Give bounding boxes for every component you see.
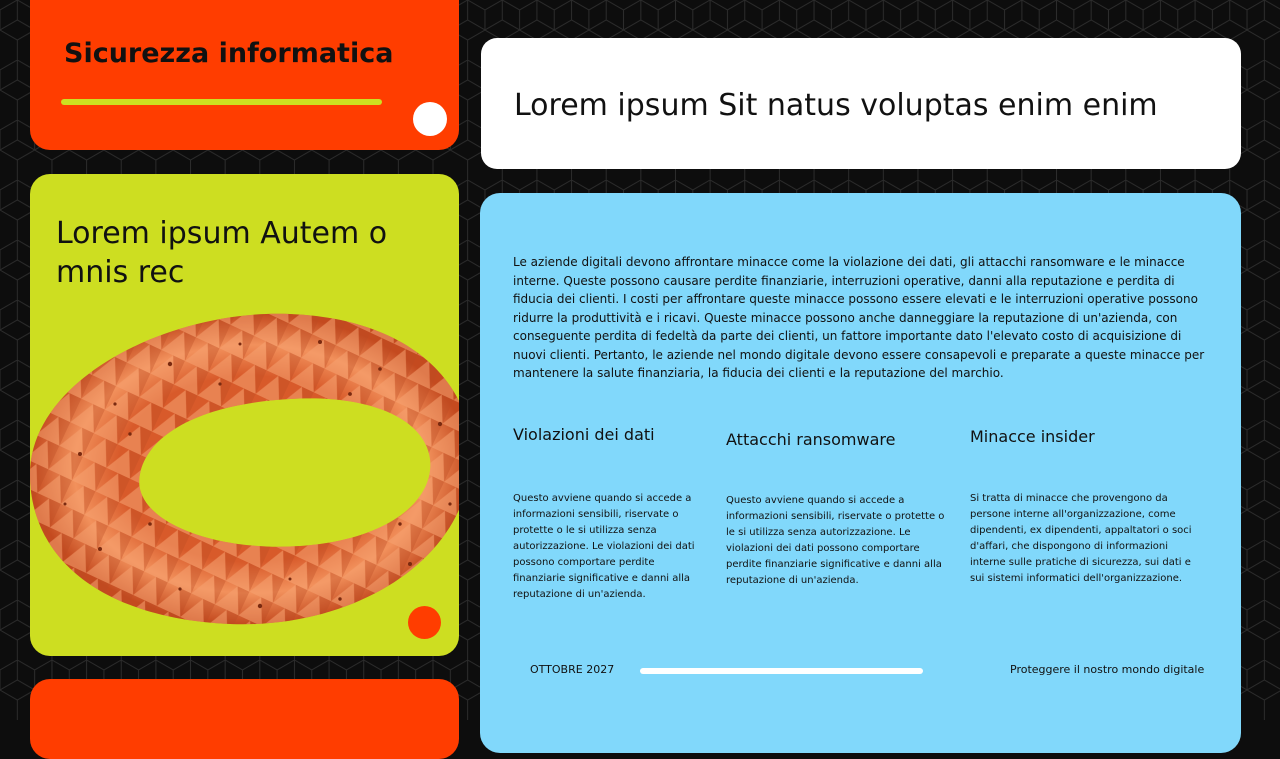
footer-divider bbox=[640, 668, 923, 674]
brand-underline bbox=[61, 99, 382, 105]
headline: Lorem ipsum Sit natus voluptas enim enim bbox=[514, 88, 1158, 123]
intro-paragraph: Le aziende digitali devono affrontare minacce come la violazione dei dati, gli attacchi ransomware e le minacce interne. Queste possono causare perdite finanziarie, interruzioni operative, danni alla reputazione e perdita di fiducia dei clienti. I costi per affrontare queste minacce possono essere elevati e le interruzioni operative possono ridurre la produttività e i ricavi. Queste minacce possono anche danneggiare la reputazione di un'azienda, con conseguente perdita di fedeltà da parte dei clienti, un fattore importante dato l'elevato costo di acquisizione di nuovi clienti. Pertanto, le aziende nel mondo digitale devono essere consapevoli e preparate a queste minacce per mantenere la salute finanziaria, la fiducia dei clienti e la reputazione del marchio. bbox=[513, 255, 1205, 380]
feature-dot bbox=[408, 606, 441, 639]
column-title-insider: Minacce insider bbox=[970, 427, 1095, 446]
torus-illustration bbox=[30, 284, 459, 644]
feature-title: Lorem ipsum Autem o mnis rec bbox=[56, 216, 388, 290]
brand-card bbox=[30, 0, 459, 150]
column-title-data-breaches: Violazioni dei dati bbox=[513, 425, 655, 444]
column-text-insider: Si tratta di minacce che provengono da persone interne all'organizzazione, come dipendenti, ex dipendenti, appaltatori o soci d'affari, che dispongono di informazioni interne sulle pratiche di sicurezza, sui dati e sui sistemi informatici dell'organizzazione. bbox=[970, 493, 1192, 584]
brand-dot bbox=[413, 102, 447, 136]
footer-tagline: Proteggere il nostro mondo digitale bbox=[1010, 663, 1205, 676]
headline-card bbox=[481, 38, 1241, 169]
brand-title: Sicurezza informatica bbox=[64, 38, 394, 69]
column-text-data-breaches: Questo avviene quando si accede a informazioni sensibili, riservate o protette o le si utilizza senza autorizzazione. Le violazioni dei dati possono comportare perdite finanziarie significative e danni alla reputazione di un'azienda. bbox=[513, 493, 695, 600]
column-text-ransomware: Questo avviene quando si accede a informazioni sensibili, riservate o protette o le si utilizza senza autorizzazione. Le violazioni dei dati possono comportare perdite finanziarie significative e danni alla reputazione di un'azienda. bbox=[726, 495, 945, 586]
feature-card bbox=[30, 174, 459, 656]
content-card bbox=[480, 193, 1241, 753]
bottom-card bbox=[30, 679, 459, 759]
column-title-ransomware: Attacchi ransomware bbox=[726, 430, 896, 449]
footer-date: OTTOBRE 2027 bbox=[530, 663, 615, 676]
